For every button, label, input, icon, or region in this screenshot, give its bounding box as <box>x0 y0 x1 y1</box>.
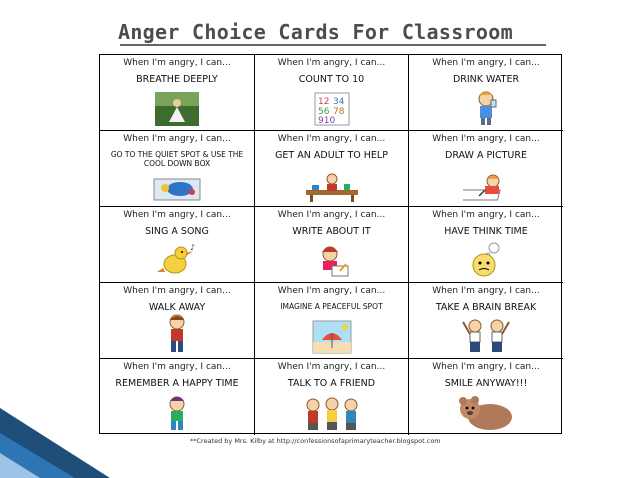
cool-down-box-icon <box>152 176 202 202</box>
card-write-about-it <box>255 207 409 283</box>
card-brain-break <box>409 283 563 359</box>
thinking-face-icon <box>468 242 504 278</box>
numbers-chart-icon <box>314 92 350 126</box>
svg-text:56: 56 <box>317 107 329 117</box>
card-action: DRINK WATER <box>452 74 520 85</box>
card-peaceful-spot <box>255 283 409 359</box>
card-action: DRAW A PICTURE <box>445 150 527 161</box>
card-header: When I'm angry, I can... <box>277 58 386 68</box>
child-writing-icon <box>312 244 352 278</box>
singing-bird-icon <box>155 242 199 278</box>
card-count-to-10 <box>255 55 409 131</box>
card-action: HAVE THINK TIME <box>444 226 528 237</box>
teddy-bear-icon <box>456 393 516 431</box>
happy-kid-icon <box>163 395 191 431</box>
svg-text:12: 12 <box>317 97 329 107</box>
card-action: WRITE ABOUT IT <box>292 226 371 237</box>
card-header: When I'm angry, I can... <box>123 286 231 296</box>
card-header: When I'm angry, I can... <box>277 286 386 296</box>
cards-grid <box>99 54 562 434</box>
page-title: Anger Choice Cards For Classroom <box>118 20 513 44</box>
card-action: COUNT TO 10 <box>298 74 365 85</box>
card-header: When I'm angry, I can... <box>432 134 540 144</box>
card-header: When I'm angry, I can... <box>432 286 540 296</box>
kids-stretching-icon <box>460 316 512 354</box>
title-underline <box>120 44 546 46</box>
card-header: When I'm angry, I can... <box>432 58 540 68</box>
card-header: When I'm angry, I can... <box>123 362 231 372</box>
walking-boy-icon <box>162 314 192 354</box>
svg-text:♪: ♪ <box>190 243 196 252</box>
card-header: When I'm angry, I can... <box>432 210 540 220</box>
svg-text:34: 34 <box>332 97 344 107</box>
meditation-photo-icon <box>155 92 199 126</box>
card-header: When I'm angry, I can... <box>123 58 231 68</box>
card-action: REMEMBER A HAPPY TIME <box>115 378 239 389</box>
card-header: When I'm angry, I can... <box>123 134 231 144</box>
card-header: When I'm angry, I can... <box>277 134 386 144</box>
teacher-desk-icon <box>302 172 362 202</box>
card-think-time <box>409 207 563 283</box>
card-header: When I'm angry, I can... <box>432 362 540 372</box>
card-happy-time <box>100 359 255 435</box>
card-action: SING A SONG <box>145 226 209 237</box>
card-talk-friend <box>255 359 409 435</box>
card-walk-away <box>100 283 255 359</box>
card-action: GO TO THE QUIET SPOT & USE THE COOL DOWN BOX <box>110 150 244 168</box>
card-breathe-deeply <box>100 55 255 131</box>
card-action: BREATHE DEEPLY <box>136 74 218 85</box>
child-drinking-icon <box>471 90 501 126</box>
svg-text:910: 910 <box>317 116 335 126</box>
card-draw-picture <box>409 131 563 207</box>
card-action: IMAGINE A PEACEFUL SPOT <box>280 302 383 311</box>
card-action: WALK AWAY <box>148 302 206 313</box>
card-sing-song <box>100 207 255 283</box>
card-get-adult <box>255 131 409 207</box>
card-drink-water <box>409 55 563 131</box>
three-friends-icon <box>301 395 363 431</box>
beach-scene-icon <box>312 320 352 354</box>
credit-footer: **Created by Mrs. Kilby at http://confessionsofaprimaryteacher.blogspot.com <box>190 437 441 445</box>
card-quiet-spot <box>100 131 255 207</box>
card-action: TAKE A BRAIN BREAK <box>435 302 537 313</box>
card-header: When I'm angry, I can... <box>277 210 386 220</box>
svg-text:78: 78 <box>332 107 344 117</box>
card-action: SMILE ANYWAY!!! <box>444 378 528 389</box>
card-action: TALK TO A FRIEND <box>287 378 376 389</box>
card-action: GET AN ADULT TO HELP <box>275 150 388 161</box>
card-header: When I'm angry, I can... <box>277 362 386 372</box>
card-smile-anyway <box>409 359 563 435</box>
child-drawing-icon <box>463 172 509 202</box>
card-header: When I'm angry, I can... <box>123 210 231 220</box>
